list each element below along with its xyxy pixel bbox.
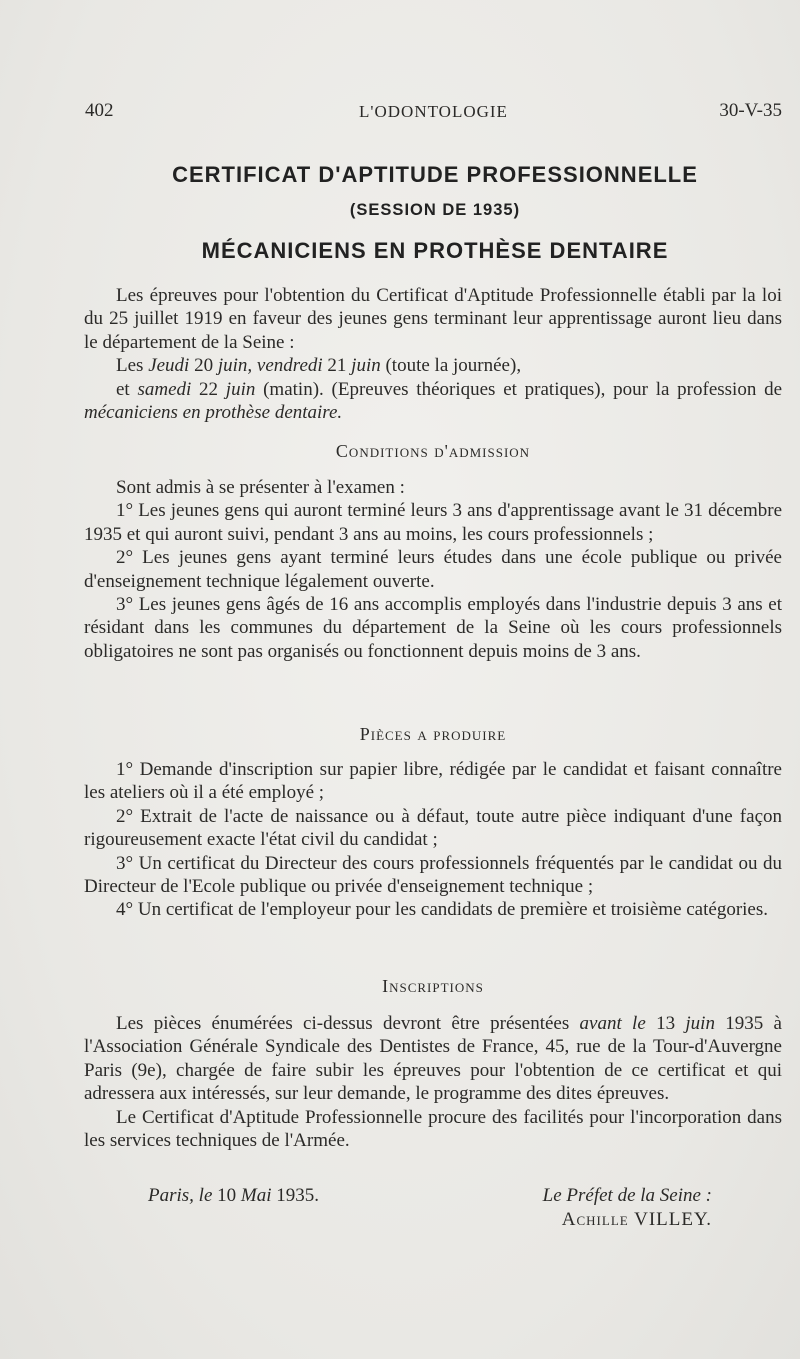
intro-profession-line: et samedi 22 juin (matin). (Epreuves théoriques et pratiques), pour la profession de mécaniciens en prothèse dentaire. [84, 378, 782, 424]
pieces-item: 2° Extrait de l'acte de naissance ou à défaut, toute autre pièce indiquant d'une façon rigoureusement exacte l'état civil du candidat ; [84, 805, 782, 851]
issue-date: 30-V-35 [719, 100, 782, 121]
pieces-section [84, 758, 782, 922]
conditions-section [84, 476, 782, 663]
subtitle: MÉCANICIENS EN PROTHÈSE DENTAIRE [201, 238, 669, 263]
inscriptions-paragraph: Le Certificat d'Aptitude Professionnelle procure des facilités pour l'incorporation dans les services techniques de l'Armée. [84, 1106, 782, 1152]
inscriptions-heading: Inscriptions [382, 976, 484, 996]
conditions-item: 1° Les jeunes gens qui auront terminé leurs 3 ans d'apprentissage avant le 31 décembre 1935 et qui auront suivi, pendant 3 ans au moins, les cours professionnels ; [84, 500, 782, 545]
intro-section [84, 284, 782, 424]
inscriptions-paragraph: Les pièces énumérées ci-dessus devront être présentées avant le 13 juin 1935 à l'Association Générale Syndicale des Dentistes de France, 45, rue de la Tour-d'Auvergne Paris (9e), chargée de faire subir les épreuves pour l'obtention de ce certificat et qui adressera aux intéressés, sur leur demande, le programme des dites épreuves. [84, 1013, 782, 1105]
main-title: CERTIFICAT D'APTITUDE PROFESSIONNELLE [172, 162, 698, 187]
pieces-item: 1° Demande d'inscription sur papier libre, rédigée par le candidat et faisant connaître les ateliers où il a été employé ; [84, 759, 782, 804]
running-header [85, 100, 782, 130]
intro-paragraph: Les épreuves pour l'obtention du Certificat d'Aptitude Professionnelle établi par la loi du 25 juillet 1919 en faveur des jeunes gens terminant leur apprentissage auront lieu dans le département de la Seine : [84, 285, 782, 353]
journal-title: L'ODONTOLOGIE [359, 102, 508, 121]
conditions-item: 2° Les jeunes gens ayant terminé leurs études dans une école publique ou privée d'enseignement technique légalement ouverte. [84, 547, 782, 592]
session-title: (SESSION DE 1935) [349, 201, 521, 219]
pieces-item: 4° Un certificat de l'employeur pour les candidats de première et troisième catégories. [116, 899, 769, 921]
signatory-name: Achille VILLEY. [561, 1209, 712, 1230]
signature-date: Paris, le 10 Mai 1935. [148, 1185, 319, 1206]
signature-block [412, 1185, 712, 1231]
pieces-heading: Pièces a produire [359, 724, 507, 744]
pieces-item: 3° Un certificat du Directeur des cours professionnels fréquentés par le candidat ou du Directeur de l'Ecole publique ou privée d'enseignement technique ; [84, 852, 782, 898]
signatory-role: Le Préfet de la Seine : [542, 1185, 712, 1206]
intro-dates-line: Les Jeudi 20 juin, vendredi 21 juin (toute la journée), [116, 355, 522, 377]
conditions-item: Sont admis à se présenter à l'examen : [116, 477, 405, 498]
page-number: 402 [85, 100, 114, 121]
conditions-heading: Conditions d'admission [335, 441, 531, 461]
inscriptions-section [84, 1012, 782, 1152]
conditions-item: 3° Les jeunes gens âgés de 16 ans accomplis employés dans l'industrie depuis 3 ans et résidant dans les communes du département de la Seine où les cours professionnels obligatoires ne sont pas organisés ou fonctionnent depuis moins de 3 ans. [84, 594, 782, 662]
